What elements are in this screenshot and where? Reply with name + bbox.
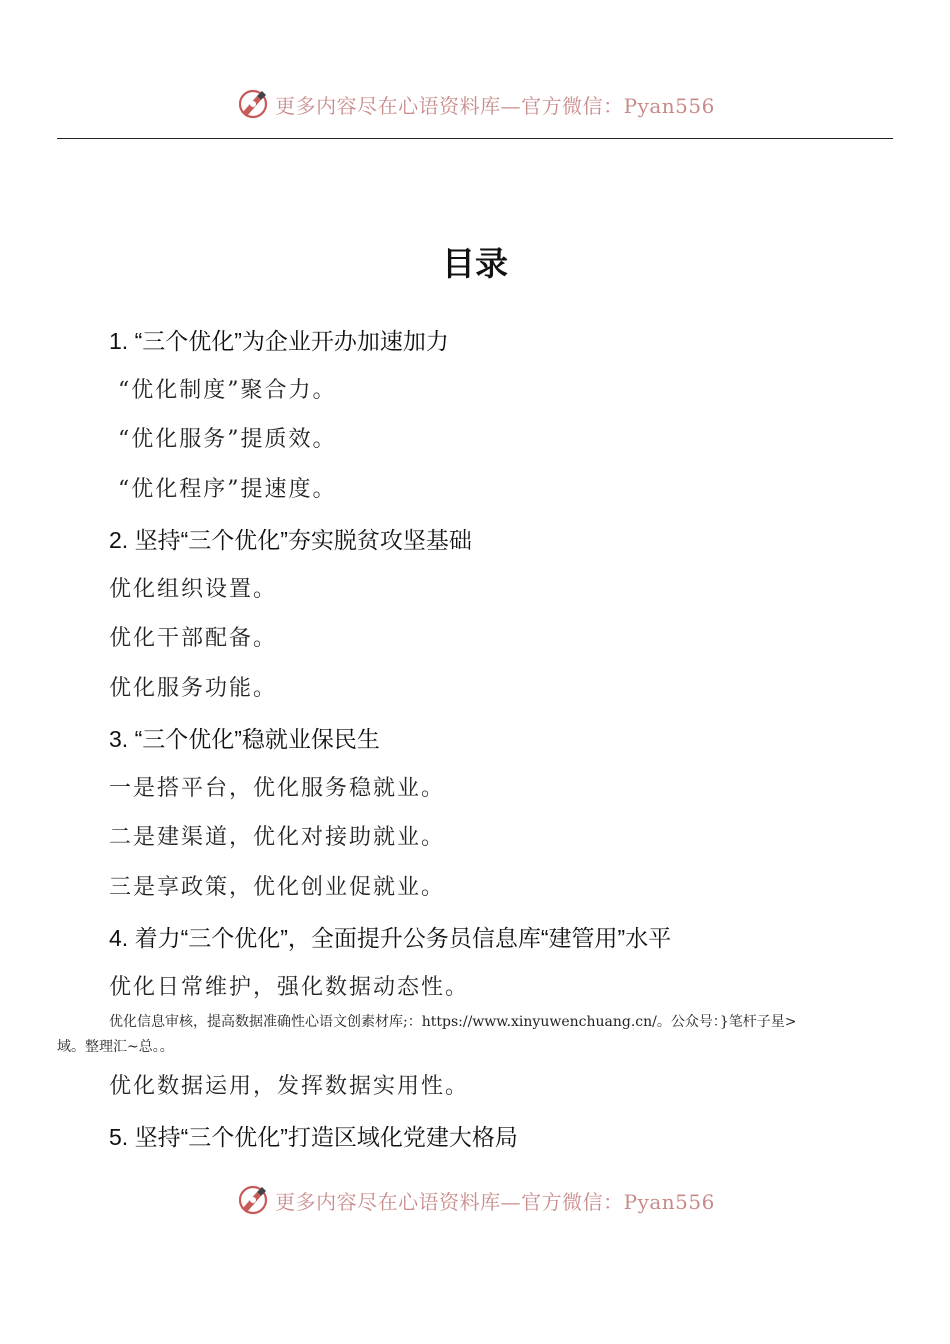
toc-section-1: 1. “三个优化”为企业开办加速加力 <box>109 328 449 354</box>
page-footer <box>0 1178 950 1222</box>
header-brand-text: 更多内容尽在心语资料库—官方微信：Pyan556 <box>275 93 715 118</box>
toc-item: 一是搭平台，优化服务稳就业。 <box>109 776 446 801</box>
toc-item: 三是享政策，优化创业促就业。 <box>109 875 446 900</box>
toc-item: 优化组织设置。 <box>109 577 278 602</box>
header-divider <box>57 138 893 139</box>
toc-item: 优化日常维护，强化数据动态性。 <box>109 975 470 1000</box>
toc-item: “优化程序”提速度。 <box>118 477 337 502</box>
toc-item: “优化服务”提质效。 <box>118 427 337 452</box>
brand-logo-icon <box>235 86 271 122</box>
footer-brand-text: 更多内容尽在心语资料库—官方微信：Pyan556 <box>275 1189 715 1214</box>
brand-logo-icon <box>235 1182 271 1218</box>
toc-section-3: 3. “三个优化”稳就业保民生 <box>109 726 380 752</box>
toc-item-watermark-text: 优化信息审核，提高数据准确性心语文创素材库;：https://www.xinyuwenchuang.cn/。公众号：}笔杆子星> <box>109 1014 797 1030</box>
toc-section-2: 2. 坚持“三个优化”夯实脱贫攻坚基础 <box>109 527 472 553</box>
toc-section-5: 5. 坚持“三个优化”打造区域化党建大格局 <box>109 1124 518 1150</box>
toc-section-4: 4. 着力“三个优化”，全面提升公务员信息库“建管用”水平 <box>109 925 672 951</box>
toc-item: 优化服务功能。 <box>109 676 278 701</box>
page-header <box>0 82 950 126</box>
doc-title: 目录 <box>442 244 508 283</box>
toc-item: 二是建渠道，优化对接助就业。 <box>109 825 446 850</box>
toc-item-watermark-text-cont: 域。整理汇~总。。 <box>57 1039 174 1055</box>
toc-item: “优化制度”聚合力。 <box>118 378 337 403</box>
toc-item: 优化数据运用，发挥数据实用性。 <box>109 1074 470 1099</box>
toc-item: 优化干部配备。 <box>109 626 278 651</box>
